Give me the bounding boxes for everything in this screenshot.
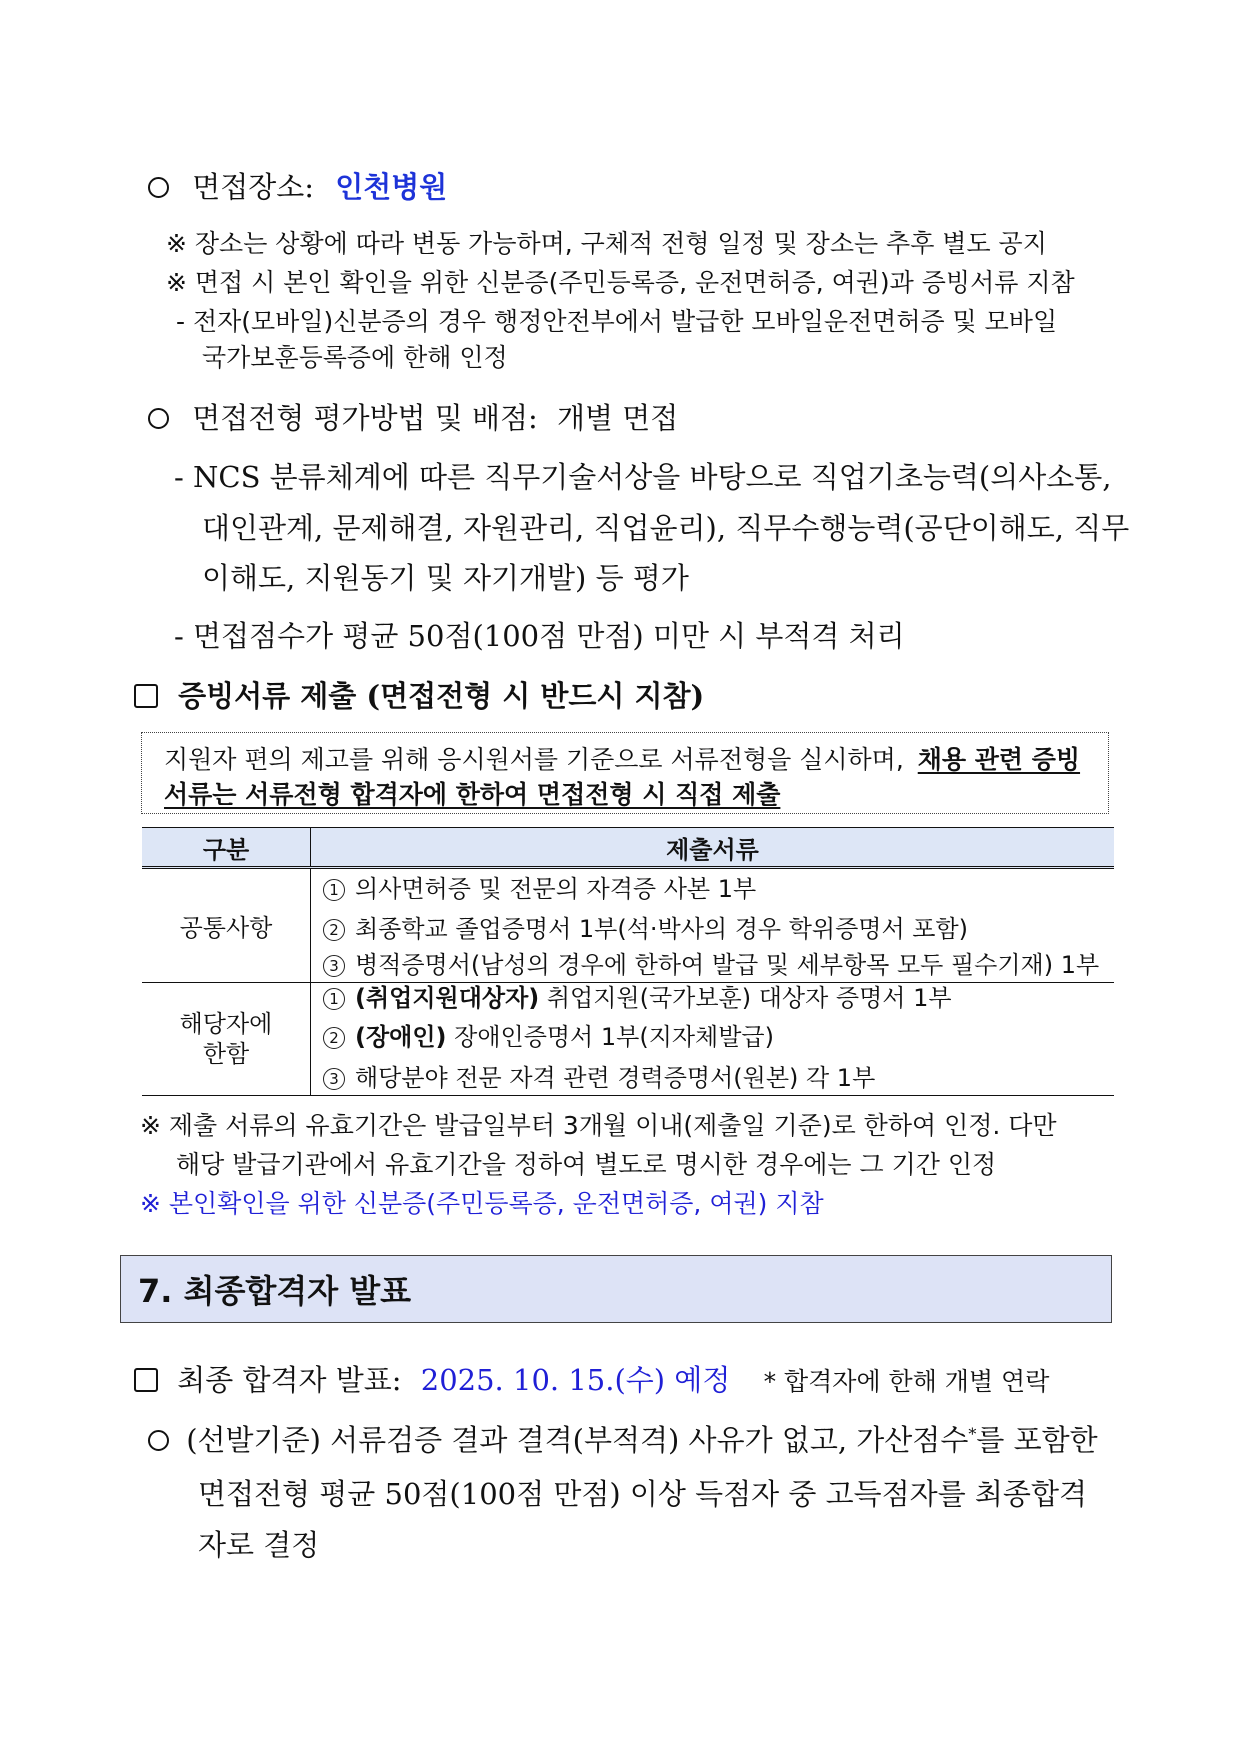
final-announce-label: 최종 합격자 발표:: [177, 1363, 402, 1397]
selection-sup: *: [968, 1424, 977, 1444]
item-text: 취업지원(국가보훈) 대상자 증명서 1부: [546, 984, 952, 1012]
circled-number: 1: [323, 879, 345, 901]
list-item: [323, 909, 1114, 949]
common-items: [311, 868, 1115, 983]
circled-number: 3: [323, 955, 345, 977]
item-text: 병적증명서(남성의 경우에 한하여 발급 및 세부항목 모두 필수기재) 1부: [355, 951, 1100, 979]
mobile-id-note-line2: 국가보훈등록증에 한해 인정: [202, 343, 508, 372]
item-text: 장애인증명서 1부(지자체발급): [454, 1023, 774, 1051]
common-category: 공통사항: [142, 868, 311, 983]
final-announce-line: [134, 1358, 1049, 1399]
interview-method-value: 개별 면접: [557, 401, 679, 435]
header-category: 구분: [142, 828, 311, 868]
item-text: 의사면허증 및 전문의 자격증 사본 1부: [355, 875, 757, 903]
item-text: 최종학교 졸업증명서 1부(석·박사의 경우 학위증명서 포함): [355, 915, 968, 943]
circle-bullet-icon: [148, 408, 169, 429]
list-item: [323, 869, 1114, 909]
list-item: [323, 1057, 1114, 1095]
circled-number: 2: [323, 919, 345, 941]
selection-line1: [148, 1418, 1098, 1459]
applicable-category-line1: 해당자에: [179, 1010, 273, 1038]
docs-heading-line: [134, 674, 704, 715]
square-bullet-icon: [134, 1368, 158, 1392]
selection-text-b: 를 포함한: [976, 1423, 1098, 1457]
docs-heading: 증빙서류 제출 (면접전형 시 반드시 지참): [178, 679, 705, 713]
place-note-1: ※ 장소는 상황에 따라 변동 가능하며, 구체적 전형 일정 및 장소는 추후 별도 공지: [166, 229, 1047, 258]
method-detail-line2: 대인관계, 문제해결, 자원관리, 직업윤리), 직무수행능력(공단이해도, 직무: [202, 511, 1130, 545]
interview-method-label: 면접전형 평가방법 및 배점:: [192, 401, 538, 435]
interview-place-label: 면접장소:: [192, 170, 315, 204]
validity-note-line1: ※ 제출 서류의 유효기간은 발급일부터 3개월 이내(제출일 기준)로 한하여 인정. 다만: [140, 1111, 1057, 1140]
final-announce-note: * 합격자에 한해 개별 연락: [763, 1367, 1050, 1396]
docs-note-line1: [164, 740, 1080, 776]
docs-note-bold2: 서류는 서류전형 합격자에 한하여 면접전형 시 직접 제출: [164, 780, 781, 809]
item-text: 해당분야 전문 자격 관련 경력증명서(원본) 각 1부: [355, 1064, 876, 1092]
interview-place-value: 인천병원: [335, 170, 448, 204]
item-bold: (장애인): [355, 1023, 447, 1051]
selection-line2: 면접전형 평균 50점(100점 만점) 이상 득점자 중 고득점자를 최종합격: [198, 1477, 1087, 1511]
method-detail-line3: 이해도, 지원동기 및 자기개발) 등 평가: [202, 561, 689, 595]
circled-number: 1: [323, 988, 345, 1010]
mobile-id-note-line1: - 전자(모바일)신분증의 경우 행정안전부에서 발급한 모바일운전면허증 및 모바일: [176, 307, 1058, 336]
selection-line3: 자로 결정: [198, 1528, 320, 1562]
place-note-2: ※ 면접 시 본인 확인을 위한 신분증(주민등록증, 운전면허증, 여권)과 증빙서류 지참: [166, 268, 1075, 297]
section7-title: 7. 최종합격자 발표: [138, 1272, 412, 1310]
circle-bullet-icon: [148, 177, 169, 198]
list-item: [323, 1017, 1114, 1057]
circle-bullet-icon: [148, 1430, 169, 1451]
item-bold: (취업지원대상자): [355, 984, 540, 1012]
list-item: [323, 949, 1114, 982]
interview-place-line: [148, 165, 447, 206]
square-bullet-icon: [134, 684, 158, 708]
docs-note-bold1: 채용 관련 증빙: [917, 745, 1081, 774]
table-row: [142, 868, 1114, 983]
applicable-category: [142, 983, 311, 1096]
id-note: ※ 본인확인을 위한 신분증(주민등록증, 운전면허증, 여권) 지참: [140, 1189, 824, 1218]
circled-number: 3: [323, 1068, 345, 1090]
method-detail-line1: - NCS 분류체계에 따른 직무기술서상을 바탕으로 직업기초능력(의사소통,: [174, 460, 1112, 494]
circled-number: 2: [323, 1027, 345, 1049]
header-documents: 제출서류: [311, 828, 1115, 868]
applicable-category-line2: 한함: [202, 1040, 250, 1068]
selection-text-a: (선발기준) 서류검증 결과 결격(부적격) 사유가 없고, 가산점수: [186, 1423, 969, 1457]
fail-rule: - 면접점수가 평균 50점(100점 만점) 미만 시 부적격 처리: [174, 619, 905, 653]
interview-method-line: [148, 396, 678, 437]
final-announce-date: 2025. 10. 15.(수) 예정: [420, 1363, 731, 1397]
docs-table: [142, 827, 1114, 1096]
docs-note-plain: 지원자 편의 제고를 위해 응시원서를 기준으로 서류전형을 실시하며,: [164, 745, 904, 774]
table-header-row: [142, 828, 1114, 868]
list-item: [323, 983, 1114, 1017]
table-row: [142, 983, 1114, 1096]
applicable-items: [311, 983, 1115, 1096]
validity-note-line2: 해당 발급기관에서 유효기간을 정하여 별도로 명시한 경우에는 그 기간 인정: [176, 1150, 997, 1179]
